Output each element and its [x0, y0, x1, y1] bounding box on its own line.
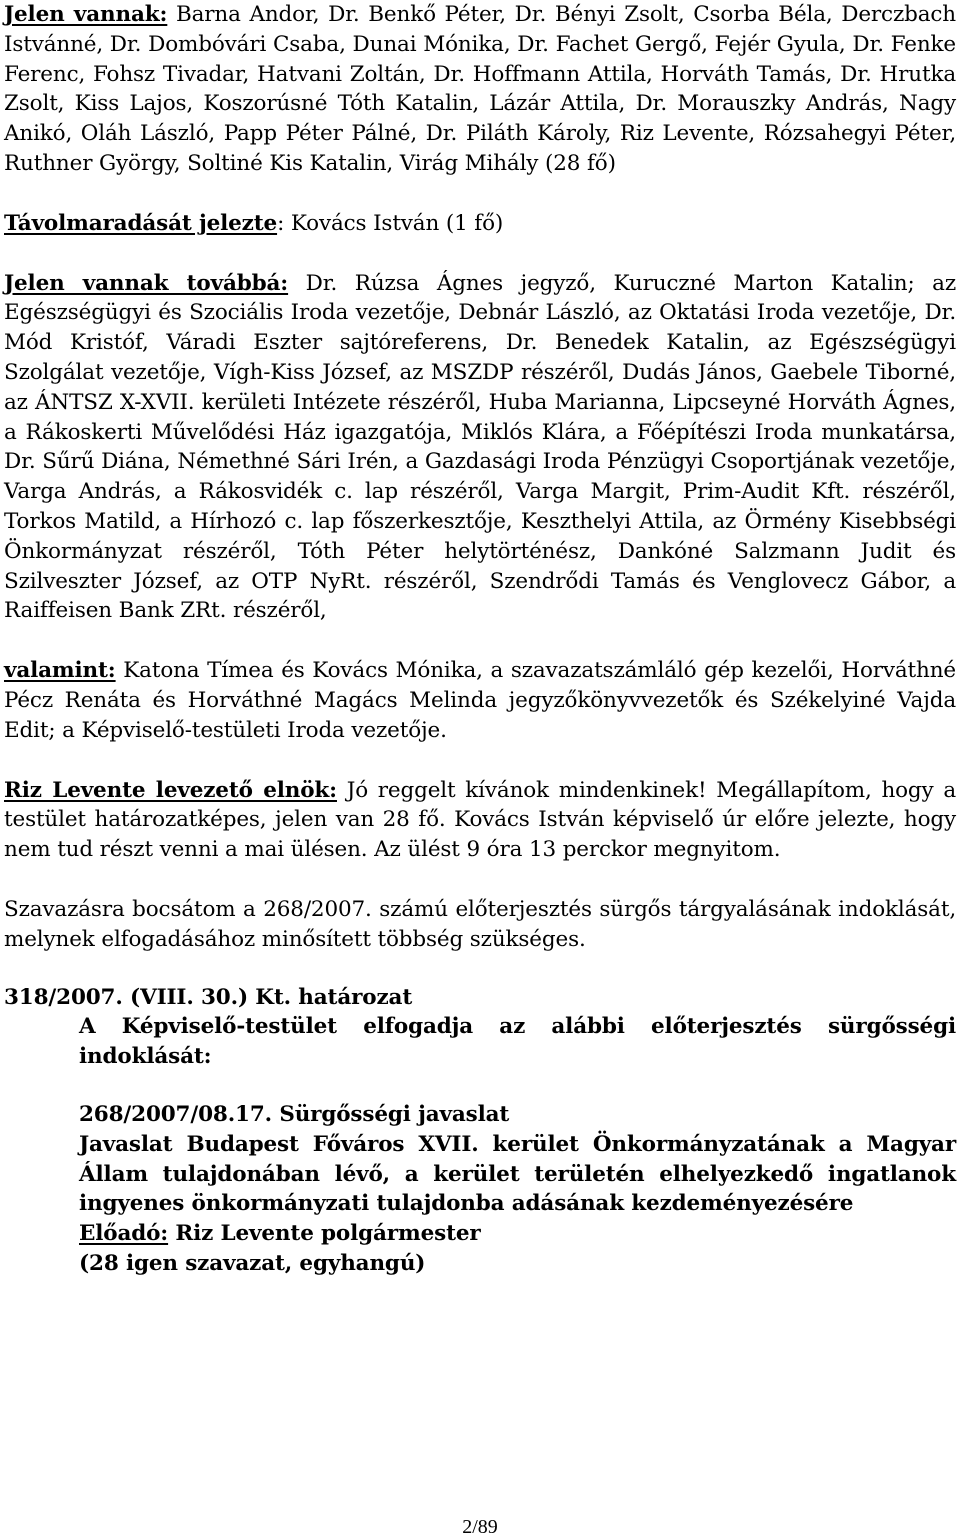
present-label: Jelen vannak: — [4, 2, 168, 27]
resolution-title: 318/2007. (VIII. 30.) Kt. határozat — [4, 984, 413, 1010]
presenter-line — [4, 1219, 956, 1249]
vote-intro-paragraph: Szavazásra bocsátom a 268/2007. számú előterjesztés sürgős tárgyalásának indoklását, melynek elfogadásához minősített többség szükséges. — [4, 896, 956, 952]
chair-paragraph — [4, 776, 956, 865]
also-text: Katona Tímea és Kovács Mónika, a szavazatszámláló gép kezelői, Horváthné Pécz Renáta és Horváthné Magács Melinda jegyzőkönyvvezetők és Székelyiné Vajda Edit; a Képviselő-testületi Iroda vezetője. — [4, 658, 956, 743]
page-number: 2/89 — [462, 1516, 498, 1538]
presenter-label: Előadó: — [79, 1221, 169, 1247]
absent-text: : Kovács István (1 fő) — [277, 210, 504, 236]
vote-result: (28 igen szavazat, egyhangú) — [79, 1250, 426, 1276]
chair-label: Riz Levente levezető elnök: — [4, 777, 337, 803]
proposal-title: Javaslat Budapest Főváros XVII. kerület Önkormányzatának a Magyar Állam tulajdonában lévő, a kerület területén elhelyezkedő ingatlanok ingyenes önkormányzati tulajdonba adásának kezdeményezésére — [79, 1131, 956, 1217]
present-text: Barna Andor, Dr. Benkő Péter, Dr. Bényi Zsolt, Csorba Béla, Derczbach Istvánné, Dr. Dombóvári Csaba, Dunai Mónika, Dr. Fachet Gergő, Fejér Gyula, Dr. Fenke Ferenc, Fohsz Tivadar, Hatvani Zoltán, Dr. Hoffmann Attila, Horváth Tamás, Dr. Hrutka Zsolt, Kiss Lajos, Koszorúsné Tóth Katalin, Lázár Attila, Dr. Morauszky András, Nagy Anikó, Oláh László, Papp Péter Pálné, Dr. Piláth Károly, Riz Levente, Rózsahegyi Péter, Ruthner György, Soltiné Kis Katalin, Virág Mihály (28 fő) — [4, 2, 956, 176]
also-present-label: Jelen vannak továbbá: — [4, 270, 289, 296]
also-paragraph — [4, 656, 956, 745]
present-paragraph — [4, 0, 956, 179]
also-label: valamint: — [4, 658, 116, 684]
chair-text: Jó reggelt kívánok mindenkinek! Megállapítom, hogy a testület határozatképes, jelen van 28 fő. Kovács István képviselő úr előre jelezte, hogy nem tud részt venni a mai ülésen. Az ülést 9 óra 13 perckor megnyitom. — [4, 777, 956, 863]
presenter-name: Riz Levente polgármester — [168, 1221, 481, 1247]
also-present-paragraph — [4, 269, 956, 627]
resolution-decision: A Képviselő-testület elfogadja az alábbi előterjesztés sürgősségi indoklását: — [79, 1014, 956, 1070]
absent-paragraph — [4, 209, 956, 239]
proposal-number: 268/2007/08.17. Sürgősségi javaslat — [79, 1101, 510, 1127]
absent-label: Távolmaradását jelezte — [4, 210, 278, 236]
also-present-text: Dr. Rúzsa Ágnes jegyző, Kuruczné Marton Katalin; az Egészségügyi és Szociális Iroda vezetője, Debnár László, az Oktatási Iroda vezetője, Dr. Mód Kristóf, Váradi Eszter sajtóreferens, Dr. Benedek Katalin, az Egészségügyi Szolgálat vezetője, Vígh-Kiss József, az MSZDP részéről, Dudás János, Gaebele Tiborné, az ÁNTSZ X-XVII. kerületi Intézete részéről, Huba Marianna, Lipcseyné Horváth Ágnes, a Rákoskerti Művelődési Ház igazgatója, Miklós Klára, a Főépítészi Iroda munkatársa, Dr. Sűrű Diána, Némethné Sári Irén, a Gazdasági Iroda Pénzügyi Csoportjának vezetője, Varga András, a Rákosvidék c. lap részéről, Varga Margit, Prim-Audit Kft. részéről, Torkos Matild, a Hírhozó c. lap főszerkesztője, Keszthelyi Attila, az Örmény Kisebbségi Önkormányzat részéről, Tóth Péter helytörténész, Dankóné Salzmann Judit és Szilveszter József, az OTP NyRt. részéről, Szendrődi Tamás és Venglovecz Gábor, a Raiffeisen Bank ZRt. részéről, — [4, 270, 956, 624]
